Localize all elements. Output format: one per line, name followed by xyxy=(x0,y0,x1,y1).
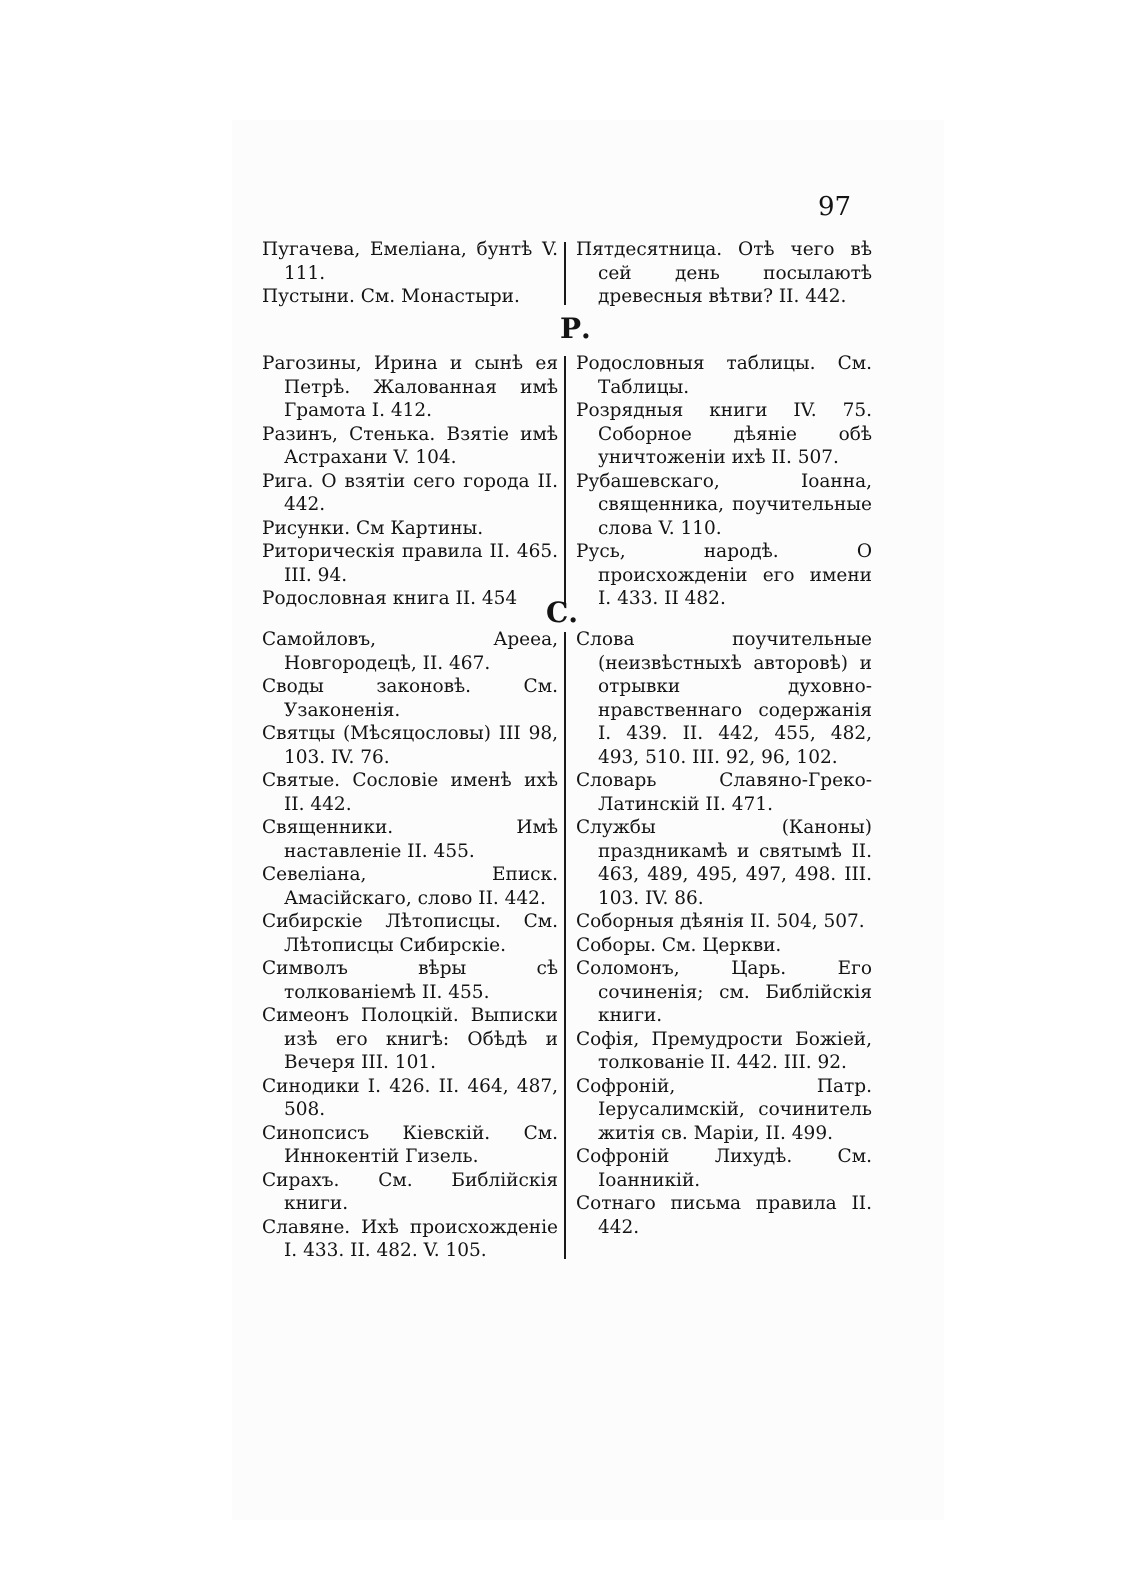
index-entry: Разинъ, Стенька. Взятіе имѣ Астрахани V. 104. xyxy=(262,423,558,468)
index-entry: Синопсисъ Кіевскій. См. Иннокентій Гизель. xyxy=(262,1122,558,1167)
index-entry: Службы (Каноны) праздникамѣ и святымѣ II. 463, 489, 495, 497, 498. III. 103. IV. 86. xyxy=(576,817,872,909)
index-entry: Слова поучительные (неизвѣстныхѣ авторовѣ) и отрывки духовно-нравственнаго содержанія I. 439. II. 442, 455, 482, 493, 510. III. 92, 96, 102. xyxy=(576,629,872,768)
index-entry: Рагозины, Ирина и сынѣ ея Петрѣ. Жалованная имѣ Грамота I. 412. xyxy=(262,353,558,421)
index-entry: Родословныя таблицы. См. Таблицы. xyxy=(576,353,872,398)
index-entry: Софроній Лихудѣ. См. Іоанникій. xyxy=(576,1146,872,1191)
index-entry: Сирахъ. См. Библійскія книги. xyxy=(262,1169,558,1214)
section-letter-heading: Р. xyxy=(560,312,591,345)
index-entry: Святцы (Мѣсяцословы) III 98, 103. IV. 76. xyxy=(262,723,558,768)
index-block-r xyxy=(262,352,876,611)
index-entry: Рисунки. См Картины. xyxy=(262,517,484,539)
index-entry: Соломонъ, Царь. Его сочиненія; см. Библійскія книги. xyxy=(576,958,872,1026)
index-entry: Сотнаго письма правила II. 442. xyxy=(576,1193,872,1238)
index-entry: Священники. Имѣ наставленіе II. 455. xyxy=(262,817,558,862)
index-entry: Словарь Славяно-Греко-Латинскій II. 471. xyxy=(576,770,872,815)
index-entry: Символъ вѣры сѣ толкованіемѣ II. 455. xyxy=(262,958,558,1003)
index-entry: Розрядныя книги IV. 75. Соборное дѣяніе обѣ уничтоженіи ихѣ II. 507. xyxy=(576,400,872,468)
index-entry: Пятдесятница. Отѣ чего вѣ сей день посылаютѣ древесныя вѣтви? II. 442. xyxy=(576,239,872,307)
index-entry: Своды законовѣ. См. Узаконенія. xyxy=(262,676,558,721)
section-letter-heading: С. xyxy=(546,596,579,629)
index-entry: Софія, Премудрости Божіей, толкованіе II. 442. III. 92. xyxy=(576,1028,872,1073)
index-entry: Соборныя дѣянія II. 504, 507. xyxy=(576,911,865,932)
index-block-s xyxy=(262,628,876,1263)
index-entry: Риторическія правила II. 465. III. 94. xyxy=(262,541,558,586)
index-entry: Севеліана, Епиcк. Амасійскаго, слово II. 442. xyxy=(262,864,558,909)
right-column xyxy=(566,352,872,611)
index-block-continuation xyxy=(262,238,876,309)
index-entry: Пустыни. См. Монастыри. xyxy=(262,286,520,307)
left-column xyxy=(262,352,564,611)
index-entry: Синодики I. 426. II. 464, 487, 508. xyxy=(262,1075,558,1120)
index-entry: Святые. Сословіе именѣ ихѣ II. 442. xyxy=(262,770,558,815)
left-column xyxy=(262,238,564,309)
index-entry: Софроній, Патр. Іерусалимскій, сочинитель житія св. Маріи, II. 499. xyxy=(576,1075,872,1144)
index-entry: Пугачева, Емеліана, бунтѣ V. 111. xyxy=(262,239,558,284)
index-entry: Самойловъ, Арееа, Новгородецѣ, II. 467. xyxy=(262,629,558,674)
right-column xyxy=(566,238,872,309)
index-entry: Рига. О взятіи сего города II. 442. xyxy=(262,470,558,515)
index-entry: Славяне. Ихѣ происхожденіе I. 433. II. 482. V. 105. xyxy=(262,1216,558,1261)
left-column xyxy=(262,628,564,1263)
index-entry: Родословная книга II. 454 xyxy=(262,588,518,609)
index-entry: Рубашевскаго, Іоанна, священника, поучительные слова V. 110. xyxy=(576,470,872,539)
index-entry: Симеонъ Полоцкій. Выписки изѣ его книгѣ: Обѣдѣ и Вечеря III. 101. xyxy=(262,1005,558,1073)
index-entry: Русь, народѣ. О происхожденіи его имени I. 433. II 482. xyxy=(576,541,872,609)
index-entry: Сибирскіе Лѣтописцы. См. Лѣтописцы Сибирскіе. xyxy=(262,911,558,956)
page-number: 97 xyxy=(818,192,852,222)
index-entry: Соборы. См. Церкви. xyxy=(576,934,782,956)
right-column xyxy=(566,628,872,1239)
